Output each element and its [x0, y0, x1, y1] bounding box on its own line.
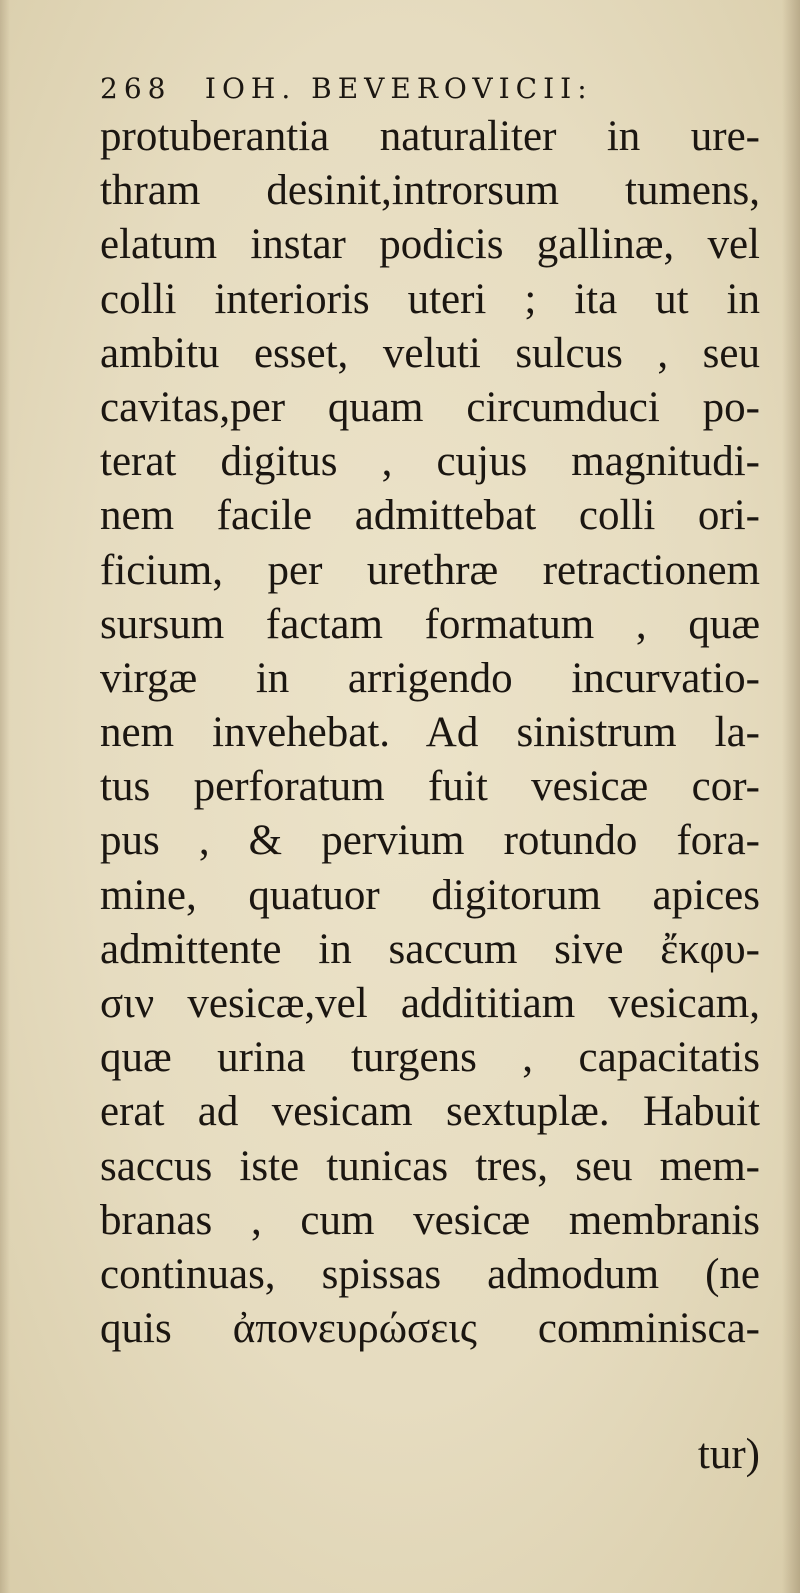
catchword: tur) [697, 1431, 760, 1478]
text-line: ficium, per urethræ retractionem [100, 546, 760, 594]
text-line: mine, quatuor digitorum apices [100, 871, 760, 919]
text-line: thram desinit,introrsum tumens, [100, 167, 760, 215]
text-line: tus perforatum fuit vesicæ cor- [100, 763, 760, 811]
text-line: σιν vesicæ,vel addititiam vesicam, [100, 980, 760, 1027]
text-line: colli interioris uteri ; ita ut in [100, 275, 760, 323]
text-line: nem invehebat. Ad sinistrum la- [100, 709, 760, 757]
text-line: sursum factam formatum , quæ [100, 600, 760, 648]
page-left-shadow [0, 0, 10, 1593]
text-line: cavitas,per quam circumduci po- [100, 383, 760, 431]
text-line: ambitu esset, veluti sulcus , seu [100, 329, 760, 377]
text-line: elatum instar podicis gallinæ, vel [100, 221, 760, 269]
text-line: continuas, spissas admodum (ne [100, 1250, 760, 1298]
page-right-shadow [782, 0, 800, 1593]
text-line: admittente in saccum sive ἔκφυ- [100, 925, 760, 973]
text-line: saccus iste tunicas tres, seu mem- [100, 1142, 760, 1190]
text-line: terat digitus , cujus magnitudi- [100, 438, 760, 486]
text-line: erat ad vesicam sextuplæ. Habuit [100, 1088, 760, 1136]
text-line: virgæ in arrigendo incurvatio- [100, 654, 760, 702]
running-title: IOH. BEVEROVICII: [204, 72, 593, 105]
text-line: nem facile admittebat colli ori- [100, 492, 760, 540]
text-line: pus , & pervium rotundo fora- [100, 817, 760, 865]
text-line: quis ἀπονευρώσεις comminisca- [100, 1305, 760, 1353]
text-line: branas , cum vesicæ membranis [100, 1196, 760, 1244]
running-header [100, 72, 760, 112]
body-text [100, 110, 760, 1356]
page-number: 268 [100, 72, 172, 105]
text-line: protuberantia naturaliter in ure- [100, 113, 760, 160]
text-line: quæ urina turgens , capacitatis [100, 1034, 760, 1082]
